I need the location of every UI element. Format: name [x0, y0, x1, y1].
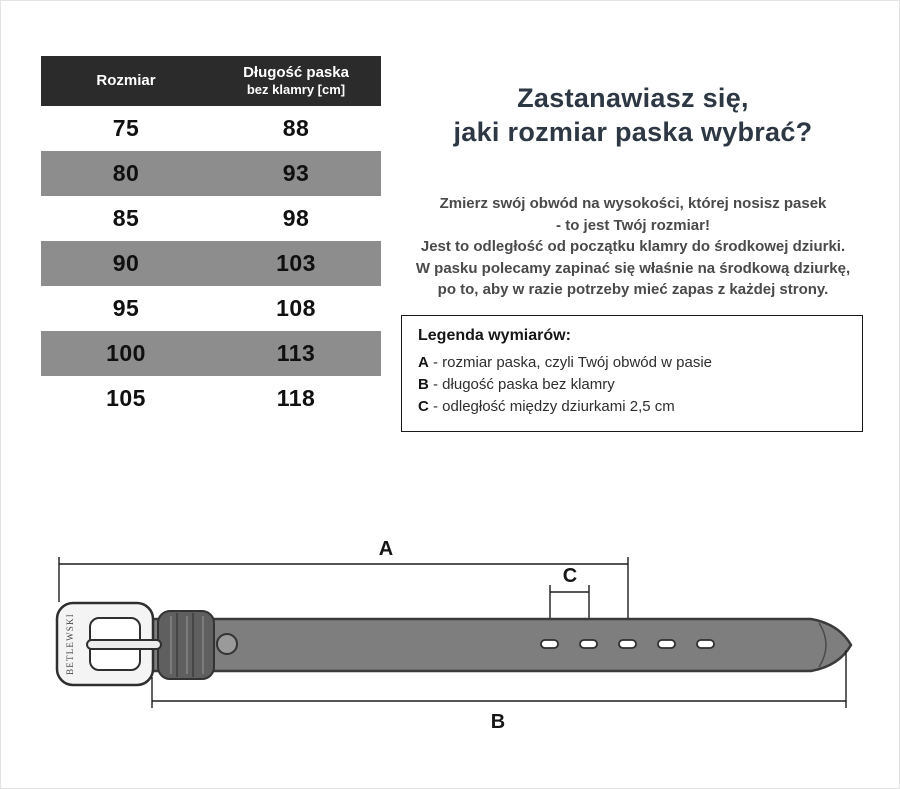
size-table	[41, 56, 381, 421]
legend-title: Legenda wymiarów:	[418, 327, 571, 344]
table-row	[41, 331, 381, 376]
instructions-line: W pasku polecamy zapinać się właśnie na środkową dziurkę,	[415, 259, 851, 277]
dim-label-c: C	[562, 565, 578, 587]
cell-length: 108	[276, 295, 316, 321]
cell-length: 103	[276, 250, 316, 276]
cell-size: 90	[112, 250, 140, 276]
legend-item-b	[418, 374, 846, 396]
dim-label-b: B	[490, 711, 506, 733]
cell-size: 85	[112, 205, 140, 231]
col-header-size-label: Rozmiar	[96, 72, 156, 90]
cell-size: 95	[112, 295, 140, 321]
belt-buckle	[57, 603, 161, 685]
cell-length: 93	[282, 160, 310, 186]
instructions-line: po to, aby w razie potrzeby mieć zapas z każdej strony.	[437, 281, 829, 298]
col-header-length-line2: bez klamry [cm]	[246, 82, 346, 98]
belt-hole	[697, 640, 714, 648]
table-row	[41, 106, 381, 151]
legend-box	[401, 315, 863, 432]
col-header-length	[211, 64, 381, 97]
col-header-size	[41, 72, 211, 90]
belt-keeper	[158, 611, 214, 679]
belt-hole	[658, 640, 675, 648]
cell-length: 118	[276, 385, 316, 411]
legend-text-c: - odległość między dziurkami 2,5 cm	[428, 398, 675, 415]
buckle-prong	[87, 640, 161, 649]
belt-strap	[151, 619, 851, 671]
legend-key-b: B	[418, 376, 429, 393]
instructions	[389, 193, 877, 301]
belt-hole	[619, 640, 636, 648]
cell-size: 100	[106, 340, 146, 366]
instructions-line: - to jest Twój rozmiar!	[556, 216, 710, 234]
page-title-line2: jaki rozmiar paska wybrać?	[453, 117, 813, 147]
table-row	[41, 151, 381, 196]
size-table-header	[41, 56, 381, 106]
legend-key-a: A	[418, 354, 429, 371]
buckle-brand-text: BETLEWSKI	[65, 613, 75, 675]
cell-size: 105	[106, 385, 146, 411]
legend-key-c: C	[418, 398, 429, 415]
legend-item-c	[418, 396, 846, 418]
belt-rivet	[217, 634, 237, 654]
legend-text-b: - długość paska bez klamry	[428, 376, 615, 393]
cell-size: 75	[112, 115, 140, 141]
belt-hole	[580, 640, 597, 648]
cell-length: 98	[282, 205, 310, 231]
belt-hole	[541, 640, 558, 648]
col-header-length-line1: Długość paska	[243, 64, 349, 82]
cell-size: 80	[112, 160, 140, 186]
cell-length: 113	[276, 340, 316, 366]
legend-item-a	[418, 352, 846, 374]
instructions-line: Zmierz swój obwód na wysokości, której nosisz pasek	[439, 195, 827, 212]
table-row	[41, 196, 381, 241]
table-row	[41, 286, 381, 331]
belt-diagram	[1, 531, 900, 789]
cell-length: 88	[282, 115, 310, 141]
table-row	[41, 241, 381, 286]
page-title-line1: Zastanawiasz się,	[517, 83, 749, 113]
legend-text-a: - rozmiar paska, czyli Twój obwód w pasie	[428, 354, 713, 371]
table-row	[41, 376, 381, 421]
instructions-line: Jest to odległość od początku klamry do środkowej dziurki.	[420, 238, 846, 255]
dim-label-a: A	[378, 538, 394, 560]
page-title	[393, 81, 873, 149]
